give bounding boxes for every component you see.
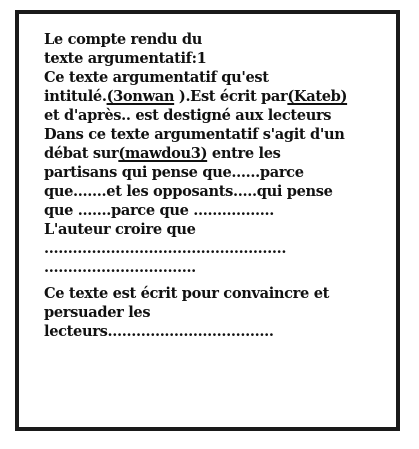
text-line-11: L'auteur croire que — [44, 221, 196, 238]
heading-line-2: texte argumentatif:1 — [44, 50, 207, 67]
line-7-end: entre les — [207, 145, 281, 162]
line-4-start: intitulé. — [44, 88, 107, 105]
text-line-15: persuader les — [44, 304, 151, 321]
line-4-middle: ).Est écrit par — [174, 88, 288, 105]
text-line-8: partisans qui pense que……parce — [44, 164, 304, 181]
text-line-3: Ce texte argumentatif qu'est — [44, 69, 269, 86]
text-line-10: que …….parce que …………….. — [44, 202, 274, 219]
line-7-start: débat sur — [44, 145, 119, 162]
text-line-16: lecteurs…………………………….. — [44, 323, 274, 340]
paragraph-gap — [44, 277, 374, 284]
heading-line-1: Le compte rendu du — [44, 31, 202, 48]
text-line-7 — [44, 144, 374, 163]
text-line-9: que…….et les opposants…..qui pense — [44, 183, 333, 200]
text-line-4 — [44, 87, 374, 106]
topic-placeholder: (mawdou3) — [118, 145, 208, 162]
text-line-5: et d'après.. est destigné aux lecteurs — [44, 107, 332, 124]
text-line-6: Dans ce texte argumentatif s'agit d'un — [44, 126, 345, 143]
text-line-14: Ce texte est écrit pour convaincre et — [44, 285, 330, 302]
author-placeholder: (Kateb) — [287, 88, 348, 105]
title-placeholder: (3onwan — [106, 88, 175, 105]
document-body — [44, 30, 374, 341]
dotted-line-12: …………………………………………… — [44, 240, 287, 257]
dotted-line-13: ………………………….. — [44, 259, 196, 276]
